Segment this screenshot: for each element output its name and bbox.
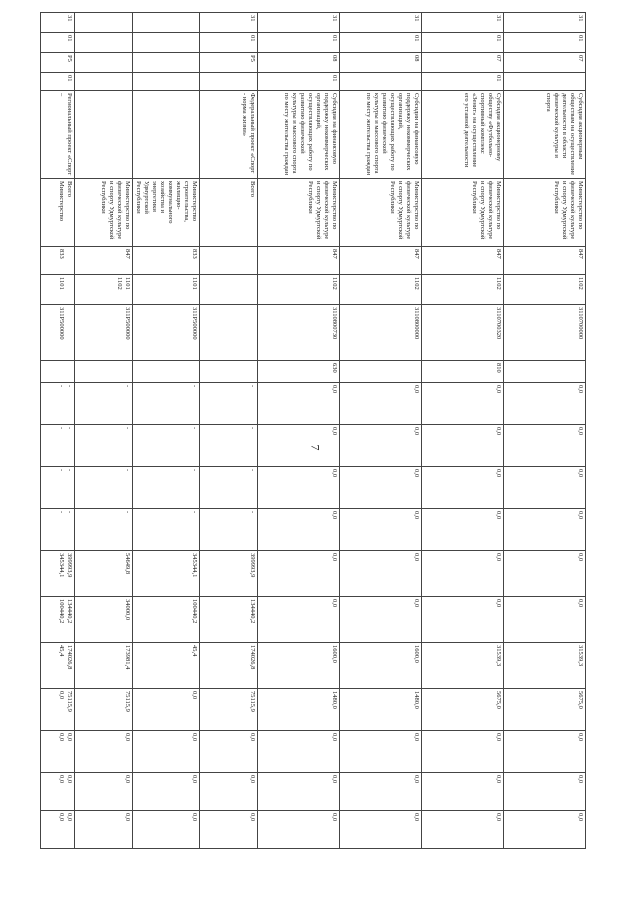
cell-y2024: 0,0 <box>75 773 133 811</box>
cell-om: P5 <box>200 53 258 73</box>
cell-y2020: 134440,2 <box>200 597 258 643</box>
cell-m: 01 <box>41 73 75 91</box>
cell-y2023: 0,0 <box>422 731 504 773</box>
cell-y2024: 0,0 <box>422 773 504 811</box>
cell-grbs <box>200 247 258 275</box>
cell-vr: 630 <box>258 361 340 383</box>
cell-grbs: 833 <box>41 247 75 275</box>
cell-m <box>504 73 586 91</box>
table-row <box>200 13 258 849</box>
cell-rzpr: 1101 <box>133 275 200 305</box>
cell-y2022: 5675,0 <box>504 689 586 731</box>
cell-y2019: 345344,1 <box>133 551 200 597</box>
cell-y2020: 0,0 <box>340 597 422 643</box>
cell-executor: Министерство по физической культуре и спорту Удмуртской Республики <box>258 179 340 247</box>
cell-gp: 31 <box>258 13 340 33</box>
page-number: 7 <box>308 444 323 451</box>
cell-ksr: 3110700320 <box>422 305 504 361</box>
cell-m <box>340 73 422 91</box>
cell-y2015: - - <box>41 383 75 425</box>
cell-y2019: 0,0 <box>504 551 586 597</box>
cell-m <box>200 73 258 91</box>
cell-rzpr: 1101 <box>41 275 75 305</box>
table-row <box>422 13 504 849</box>
cell-grbs: 833 <box>133 247 200 275</box>
cell-vr <box>504 361 586 383</box>
cell-name: Субсидия акционерному обществу «Футбольно-спортивный комплекс «Зенит» на осуществление его уставной деятельности <box>422 91 504 179</box>
cell-vr <box>200 361 258 383</box>
cell-grbs: 847 <box>504 247 586 275</box>
cell-pp: 01 <box>41 33 75 53</box>
cell-vr <box>75 361 133 383</box>
cell-y2015: - <box>75 383 133 425</box>
table-row <box>504 13 586 849</box>
cell-y2018: - <box>200 509 258 551</box>
cell-vr <box>340 361 422 383</box>
cell-y2015: 0,0 <box>340 383 422 425</box>
cell-y2015: 0,0 <box>422 383 504 425</box>
cell-y2020: 0,0 <box>258 597 340 643</box>
cell-y2025: 0,0 <box>200 811 258 849</box>
budget-table-sheet <box>58 12 586 842</box>
cell-y2023: 0,0 <box>504 731 586 773</box>
cell-y2019: 54649,8 <box>75 551 133 597</box>
cell-y2021: 1600,0 <box>340 643 422 689</box>
cell-ksr: 3110700000 <box>504 305 586 361</box>
cell-vr: 810 <box>422 361 504 383</box>
cell-pp <box>75 33 133 53</box>
cell-pp: 01 <box>258 33 340 53</box>
cell-name: Субсидии на финансовую поддержку некоммерческих организаций, осуществляющих работу по развитию физической культуры и массового спорта по месту жительства граждан <box>340 91 422 179</box>
cell-y2017: - <box>200 467 258 509</box>
cell-y2017: - - <box>41 467 75 509</box>
cell-y2024: 0,0 <box>133 773 200 811</box>
cell-y2021: 173981,4 <box>75 643 133 689</box>
cell-gp: 31 <box>200 13 258 33</box>
cell-y2018: - <box>75 509 133 551</box>
cell-name: Субсидия акционерным обществам на осуществление деятельности в области физической культуры и спорта <box>504 91 586 179</box>
cell-y2024: 0,0 <box>340 773 422 811</box>
cell-y2017: - <box>75 467 133 509</box>
table-row <box>258 13 340 849</box>
cell-y2016: - <box>133 425 200 467</box>
table-row <box>41 13 75 849</box>
cell-y2023: 0,0 <box>340 731 422 773</box>
cell-rzpr <box>200 275 258 305</box>
cell-y2023: 0,0 <box>258 731 340 773</box>
cell-pp: 01 <box>422 33 504 53</box>
cell-name: Субсидия на финансовую поддержку некоммерческих организаций, осуществляющих работу по развитию физической культуры и массового спорта по месту жительства граждан <box>258 91 340 179</box>
cell-ksr: 3110800730 <box>258 305 340 361</box>
cell-y2020: 0,0 <box>422 597 504 643</box>
cell-rzpr: 1102 <box>422 275 504 305</box>
cell-executor: Министерство по физической культуре и спорту Удмуртской Республики <box>75 179 133 247</box>
cell-y2018: 0,0 <box>340 509 422 551</box>
cell-y2020: 134440,2 100440,2 <box>41 597 75 643</box>
cell-gp: 31 <box>504 13 586 33</box>
cell-y2021: 174026,8 45,4 <box>41 643 75 689</box>
table-row <box>340 13 422 849</box>
cell-ksr: 311P500000 <box>133 305 200 361</box>
cell-y2021: 31539,3 <box>422 643 504 689</box>
cell-m <box>133 73 200 91</box>
cell-y2021: 1600,0 <box>258 643 340 689</box>
cell-grbs: 847 <box>340 247 422 275</box>
cell-gp: 31 <box>422 13 504 33</box>
cell-y2016: 0,0 <box>258 425 340 467</box>
cell-m <box>75 73 133 91</box>
cell-name: Федеральный проект «Спорт - норма жизни» <box>200 91 258 179</box>
cell-y2019: 0,0 <box>258 551 340 597</box>
cell-y2022: 75115,9 <box>200 689 258 731</box>
cell-gp <box>75 13 133 33</box>
cell-y2018: 0,0 <box>504 509 586 551</box>
cell-y2023: 0,0 <box>200 731 258 773</box>
cell-pp: 01 <box>340 33 422 53</box>
cell-y2022: 1480,0 <box>340 689 422 731</box>
cell-y2018: 0,0 <box>422 509 504 551</box>
cell-rzpr: 1101 1102 <box>75 275 133 305</box>
cell-y2017: 0,0 <box>258 467 340 509</box>
cell-y2025: 0,0 <box>133 811 200 849</box>
cell-om: 08 <box>340 53 422 73</box>
cell-executor: Министерство по физической культуре и спорту Удмуртской Республики <box>422 179 504 247</box>
table-row <box>75 13 133 849</box>
cell-y2015: 0,0 <box>258 383 340 425</box>
cell-grbs: 847 <box>422 247 504 275</box>
cell-ksr: 311P500000 <box>75 305 133 361</box>
cell-y2021: 31539,3 <box>504 643 586 689</box>
cell-y2016: - <box>200 425 258 467</box>
cell-y2015: - <box>133 383 200 425</box>
cell-om: 08 <box>258 53 340 73</box>
cell-y2018: - - <box>41 509 75 551</box>
cell-y2021: 174026,8 <box>200 643 258 689</box>
cell-y2023: 0,0 <box>75 731 133 773</box>
cell-y2022: 75115,9 <box>75 689 133 731</box>
cell-vr <box>133 361 200 383</box>
cell-y2025: 0,0 <box>504 811 586 849</box>
cell-y2019: 399993,9 345344,1 <box>41 551 75 597</box>
cell-om <box>75 53 133 73</box>
cell-y2024: 0,0 0,0 <box>41 773 75 811</box>
cell-y2022: 5675,0 <box>422 689 504 731</box>
cell-gp: 31 <box>41 13 75 33</box>
cell-y2018: 0,0 <box>258 509 340 551</box>
cell-y2019: 0,0 <box>340 551 422 597</box>
cell-executor: Министерство по физической культуре и спорту Удмуртской Республики <box>340 179 422 247</box>
cell-executor: Министерство по физической культуре и спорту Удмуртской Республики <box>504 179 586 247</box>
cell-y2024: 0,0 <box>258 773 340 811</box>
cell-name <box>133 91 200 179</box>
cell-y2025: 0,0 <box>340 811 422 849</box>
cell-ksr: 311P500000 <box>41 305 75 361</box>
cell-gp <box>133 13 200 33</box>
cell-pp <box>133 33 200 53</box>
cell-y2020: 100440,2 <box>133 597 200 643</box>
cell-y2019: 0,0 <box>422 551 504 597</box>
cell-y2019: 399993,9 <box>200 551 258 597</box>
cell-y2020: 34000,0 <box>75 597 133 643</box>
cell-ksr: 3110800000 <box>340 305 422 361</box>
cell-grbs: 847 <box>258 247 340 275</box>
cell-rzpr: 1102 <box>504 275 586 305</box>
cell-y2025: 0,0 0,0 <box>41 811 75 849</box>
cell-m: 01 <box>258 73 340 91</box>
cell-y2017: 0,0 <box>422 467 504 509</box>
cell-y2017: - <box>133 467 200 509</box>
cell-y2017: 0,0 <box>340 467 422 509</box>
cell-name <box>75 91 133 179</box>
cell-om: P5 <box>41 53 75 73</box>
cell-name: Региональный проект «Спорт – <box>41 91 75 179</box>
cell-y2025: 0,0 <box>258 811 340 849</box>
cell-y2024: 0,0 <box>504 773 586 811</box>
cell-om: 07 <box>504 53 586 73</box>
cell-y2016: - <box>75 425 133 467</box>
cell-executor: Всего <box>200 179 258 247</box>
cell-pp: 01 <box>504 33 586 53</box>
cell-pp: 01 <box>200 33 258 53</box>
cell-y2022: 0,0 <box>133 689 200 731</box>
cell-y2017: 0,0 <box>504 467 586 509</box>
cell-grbs: 847 <box>75 247 133 275</box>
cell-y2023: 0,0 <box>133 731 200 773</box>
table-row <box>133 13 200 849</box>
cell-y2015: - <box>200 383 258 425</box>
cell-y2025: 0,0 <box>422 811 504 849</box>
cell-y2016: 0,0 <box>340 425 422 467</box>
cell-y2025: 0,0 <box>75 811 133 849</box>
cell-executor: Министерство строительства, жилищно-коммунального хозяйства и энергетики Удмуртской Республики <box>133 179 200 247</box>
cell-vr <box>41 361 75 383</box>
cell-y2022: 1480,0 <box>258 689 340 731</box>
cell-y2016: 0,0 <box>422 425 504 467</box>
cell-gp: 31 <box>340 13 422 33</box>
cell-executor: Всего Министерство <box>41 179 75 247</box>
cell-y2015: 0,0 <box>504 383 586 425</box>
cell-rzpr: 1102 <box>258 275 340 305</box>
cell-y2020: 0,0 <box>504 597 586 643</box>
cell-y2023: 0,0 0,0 <box>41 731 75 773</box>
cell-y2016: 0,0 <box>504 425 586 467</box>
cell-ksr <box>200 305 258 361</box>
cell-rzpr: 1102 <box>340 275 422 305</box>
cell-y2024: 0,0 <box>200 773 258 811</box>
cell-y2021: 45,4 <box>133 643 200 689</box>
cell-y2022: 75115,9 0,0 <box>41 689 75 731</box>
cell-y2018: - <box>133 509 200 551</box>
cell-om <box>133 53 200 73</box>
cell-y2016: - - <box>41 425 75 467</box>
budget-table <box>40 12 586 849</box>
cell-om: 07 <box>422 53 504 73</box>
cell-m: 01 <box>422 73 504 91</box>
